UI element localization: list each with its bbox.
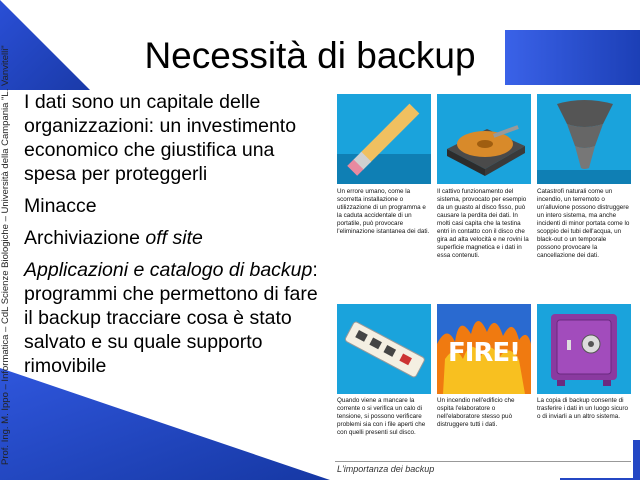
bullet-text: : programmi che permettono di fare il backup tracciare cosa è stato salvato e su quale supporto rimovibile [24,259,318,377]
tile-natural-disaster [537,94,631,184]
bullet-list [18,90,328,386]
bullet-text: Minacce [24,195,97,217]
hard-disk-icon [437,94,531,184]
tile-fire [437,304,531,394]
tile-safe [537,304,631,394]
fire-label: FIRE! [447,338,521,368]
tile-system-failure [437,94,531,184]
panel-caption: L'importanza dei backup [337,464,435,474]
decorative-band-top-right [505,30,640,85]
tile-caption: La copia di backup consente di trasferire i dati in un luogo sicuro o di inviarli a un altro sistema. [537,397,629,420]
eraser-pencil-icon [337,94,431,184]
safe-icon [537,304,631,394]
bullet-italic-text: Applicazioni e catalogo di backup [24,259,313,281]
tile-caption: Un incendio nell'edificio che ospita l'elaboratore o nell'elaboratore stesso può distruggere tutti i dati. [437,397,515,428]
bullet-item [18,194,328,218]
tile-power-failure [337,304,431,394]
tile-human-error [337,94,431,184]
backup-image-panel [333,90,633,478]
panel-divider [335,461,631,462]
vertical-footer-text: Prof. Ing. M. Ippo – Informatica – CdL Scienze Biologiche – Università della Campania "L. Vanvitelli" [0,45,11,465]
bullet-text: I dati sono un capitale delle organizzazioni: un investimento economico che giustifica una spesa per proteggerli [24,91,297,185]
tile-caption: Catastrofi naturali come un incendio, un terremoto o un'alluvione possono distruggere un intero sistema, ma anche incidenti di minor portata come lo scoppio dei tubi dell'acqua, un black-out o un temporale possono provocare la cancellazione dei dati. [537,188,630,259]
bullet-item [18,258,328,378]
tile-caption: Quando viene a mancare la corrente o si verifica un calo di tensione, si possono verificare problemi sia con i file aperti che con quelli presenti sul disco. [337,397,426,436]
bullet-italic-text: off site [145,227,203,249]
tornado-icon [537,94,631,184]
power-strip-icon [337,304,431,394]
bullet-text: Archiviazione [24,227,146,249]
tile-caption: Il cattivo funzionamento del sistema, provocato per esempio da un guasto al disco fisso, può causare la perdita dei dati. In molti casi capita che la testina entri in contatto con il disco che gira ad alta velocità e ne rovini la superficie magnetica e i dati in essa contenuti. [437,188,529,259]
bullet-item [18,226,328,250]
tile-caption: Un errore umano, come la scorretta installazione o utilizzazione di un programma e la caduta accidentale di un portatile, può provocare l'eliminazione istantanea dei dati. [337,188,430,235]
slide-title: Necessità di backup [144,35,476,76]
bullet-item [18,90,328,186]
